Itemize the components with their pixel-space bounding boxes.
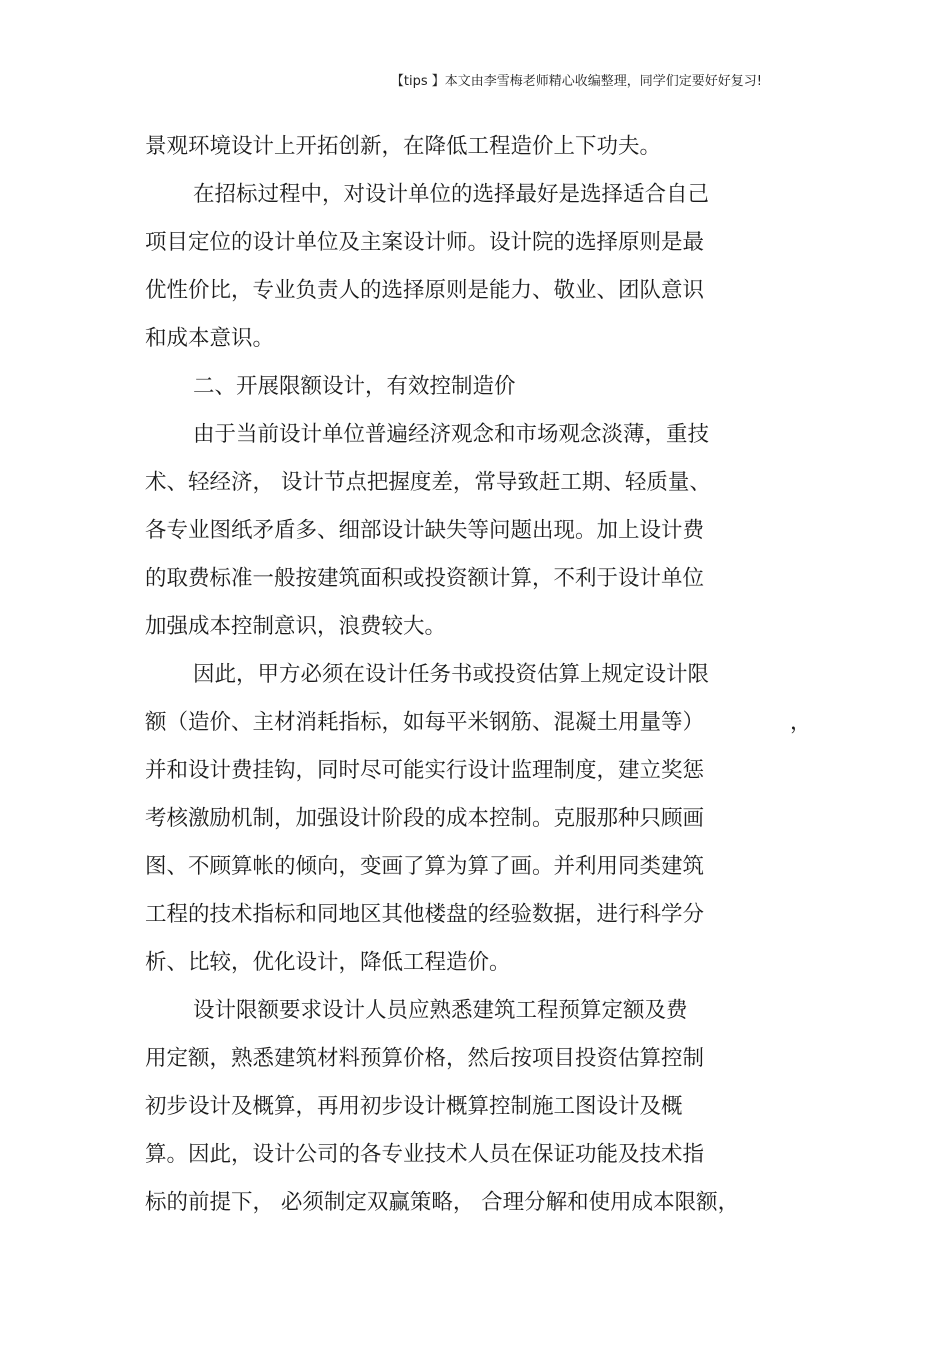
text-line: 景观环境设计上开拓创新，在降低工程造价上下功夫。 [145, 134, 662, 159]
text-line: 和成本意识。 [145, 326, 275, 351]
text-line: 标的前提下， 必须制定双赢策略， 合理分解和使用成本限额， [145, 1190, 740, 1215]
text-line: 项目定位的设计单位及主案设计师。设计院的选择原则是最 [145, 230, 705, 255]
text-line: 初步设计及概算，再用初步设计概算控制施工图设计及概 [145, 1094, 683, 1119]
text-line: 加强成本控制意识，浪费较大。 [145, 614, 447, 639]
text-line: 析、比较，优化设计，降低工程造价。 [145, 950, 511, 975]
text-line: 设计限额要求设计人员应熟悉建筑工程预算定额及费 [193, 998, 688, 1023]
text-line: 在招标过程中，对设计单位的选择最好是选择适合自己 [193, 182, 710, 207]
text-line: 因此，甲方必须在设计任务书或投资估算上规定设计限 [193, 662, 710, 687]
text-line: 工程的技术指标和同地区其他楼盘的经验数据，进行科学分 [145, 902, 705, 927]
text-line: 由于当前设计单位普遍经济观念和市场观念淡薄，重技 [193, 422, 710, 447]
text-line: 考核激励机制，加强设计阶段的成本控制。克服那种只顾画 [145, 806, 705, 831]
header-tips: 【tips 】本文由李雪梅老师精心收编整理，同学们定要好好复习! [390, 74, 762, 89]
text-line: 用定额，熟悉建筑材料预算价格，然后按项目投资估算控制 [145, 1046, 705, 1071]
text-line: 术、轻经济， 设计节点把握度差，常导致赶工期、轻质量、 [145, 470, 711, 495]
text-line: 图、不顾算帐的倾向，变画了算为算了画。并利用同类建筑 [145, 854, 705, 879]
text-line: 优性价比，专业负责人的选择原则是能力、敬业、团队意识 [145, 278, 705, 303]
text-line: 额（造价、主材消耗指标，如每平米钢筋、混凝土用量等） [145, 710, 705, 735]
text-line: 并和设计费挂钩，同时尽可能实行设计监理制度，建立奖惩 [145, 758, 705, 783]
text-line: 算。因此，设计公司的各专业技术人员在保证功能及技术指 [145, 1142, 705, 1167]
text-line: 各专业图纸矛盾多、细部设计缺失等问题出现。加上设计费 [145, 518, 705, 543]
text-line-comma: ， [790, 710, 812, 735]
section-heading: 二、开展限额设计，有效控制造价 [193, 374, 516, 399]
text-line: 的取费标准一般按建筑面积或投资额计算，不利于设计单位 [145, 566, 705, 591]
